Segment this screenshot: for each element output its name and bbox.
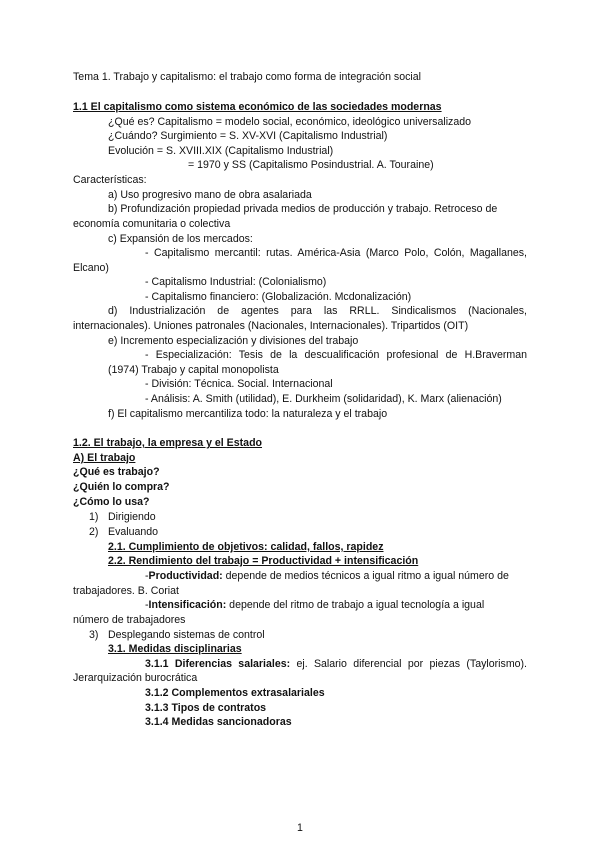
productividad-text: depende de medios técnicos a igual ritmo a igual número de xyxy=(222,570,509,582)
list-subitem: - Especialización: Tesis de la descualificación profesional de H.Braverman xyxy=(145,349,527,361)
subheading-3-1-3: 3.1.3 Tipos de contratos xyxy=(145,702,267,714)
page-number: 1 xyxy=(297,822,303,834)
text-line xyxy=(145,658,527,671)
list-subitem: - Capitalismo financiero: (Globalización. Mcdonalización) xyxy=(145,291,412,303)
list-item: Evaluando xyxy=(108,526,159,538)
productividad-label: Productividad: xyxy=(148,570,223,582)
list-subitem: - Capitalismo mercantil: rutas. América-Asia (Marco Polo, Colón, Magallanes, xyxy=(145,247,527,259)
list-subitem: - Análisis: A. Smith (utilidad), E. Durkheim (solidaridad), K. Marx (alienación) xyxy=(145,393,502,405)
text-line: ¿Cuándo? Surgimiento = S. XV-XVI (Capitalismo Industrial) xyxy=(108,130,388,142)
subheading-3-1-2: 3.1.2 Complementos extrasalariales xyxy=(145,687,325,699)
list-number: 2) xyxy=(89,526,99,538)
text-line: (1974) Trabajo y capital monopolista xyxy=(108,364,279,376)
diferencias-salariales-text: ej. Salario diferencial por piezas (Taylorismo). xyxy=(290,658,528,670)
text-line: número de trabajadores xyxy=(73,614,186,626)
subheading-3-1: 3.1. Medidas disciplinarias xyxy=(108,643,242,655)
question-line: ¿Cómo lo usa? xyxy=(73,496,150,508)
text-line: -Intensificación: depende del ritmo de trabajo a igual tecnología a igual xyxy=(145,599,485,611)
document-title: Tema 1. Trabajo y capitalismo: el trabajo como forma de integración social xyxy=(73,71,421,83)
section-heading-1-1: 1.1 El capitalismo como sistema económico de las sociedades modernas xyxy=(73,101,442,113)
diferencias-salariales-label: 3.1.1 Diferencias salariales: xyxy=(145,658,291,670)
list-item: b) Profundización propiedad privada medios de producción y trabajo. Retroceso de xyxy=(108,203,498,215)
question-line: ¿Quién lo compra? xyxy=(73,481,170,493)
list-item: d) Industrialización de agentes para las RRLL. Sindicalismos (Nacionales, xyxy=(108,305,527,317)
question-line: ¿Qué es trabajo? xyxy=(73,466,160,478)
list-item: Desplegando sistemas de control xyxy=(108,629,265,641)
intensificacion-label: Intensificación: xyxy=(148,599,227,611)
subsection-heading-a: A) El trabajo xyxy=(73,452,136,464)
list-item: e) Incremento especialización y divisiones del trabajo xyxy=(108,335,359,347)
list-number: 3) xyxy=(89,629,99,641)
section-heading-1-2: 1.2. El trabajo, la empresa y el Estado xyxy=(73,437,263,449)
subheading-3-1-4: 3.1.4 Medidas sancionadoras xyxy=(145,716,292,728)
list-subitem: - División: Técnica. Social. Internacional xyxy=(145,378,333,390)
list-item: f) El capitalismo mercantiliza todo: la naturaleza y el trabajo xyxy=(108,408,388,420)
subheading-2-1: 2.1. Cumplimiento de objetivos: calidad, fallos, rapidez xyxy=(108,541,384,553)
text-line: Evolución = S. XVIII.XIX (Capitalismo Industrial) xyxy=(108,145,334,157)
text-line: Elcano) xyxy=(73,262,109,274)
subheading-2-2: 2.2. Rendimiento del trabajo = Productividad + intensificación xyxy=(108,555,419,567)
text-line: -Productividad: depende de medios técnicos a igual ritmo a igual número de xyxy=(145,570,509,582)
list-item: c) Expansión de los mercados: xyxy=(108,233,253,245)
text-line: internacionales). Uniones patronales (Nacionales, Internacionales). Tripartidos (OIT) xyxy=(73,320,469,332)
text-line: trabajadores. B. Coriat xyxy=(73,585,179,597)
intensificacion-text: depende del ritmo de trabajo a igual tecnología a igual xyxy=(226,599,485,611)
text-line: = 1970 y SS (Capitalismo Posindustrial. A. Touraine) xyxy=(188,159,434,171)
list-number: 1) xyxy=(89,511,99,523)
list-item: Dirigiendo xyxy=(108,511,156,523)
text-line: Jerarquización burocrática xyxy=(73,672,198,684)
text-line: economía comunitaria o colectiva xyxy=(73,218,231,230)
list-item: a) Uso progresivo mano de obra asalariada xyxy=(108,189,312,201)
text-line: ¿Qué es? Capitalismo = modelo social, económico, ideológico universalizado xyxy=(108,116,472,128)
list-subitem: - Capitalismo Industrial: (Colonialismo) xyxy=(145,276,327,288)
text-line: Características: xyxy=(73,174,147,186)
